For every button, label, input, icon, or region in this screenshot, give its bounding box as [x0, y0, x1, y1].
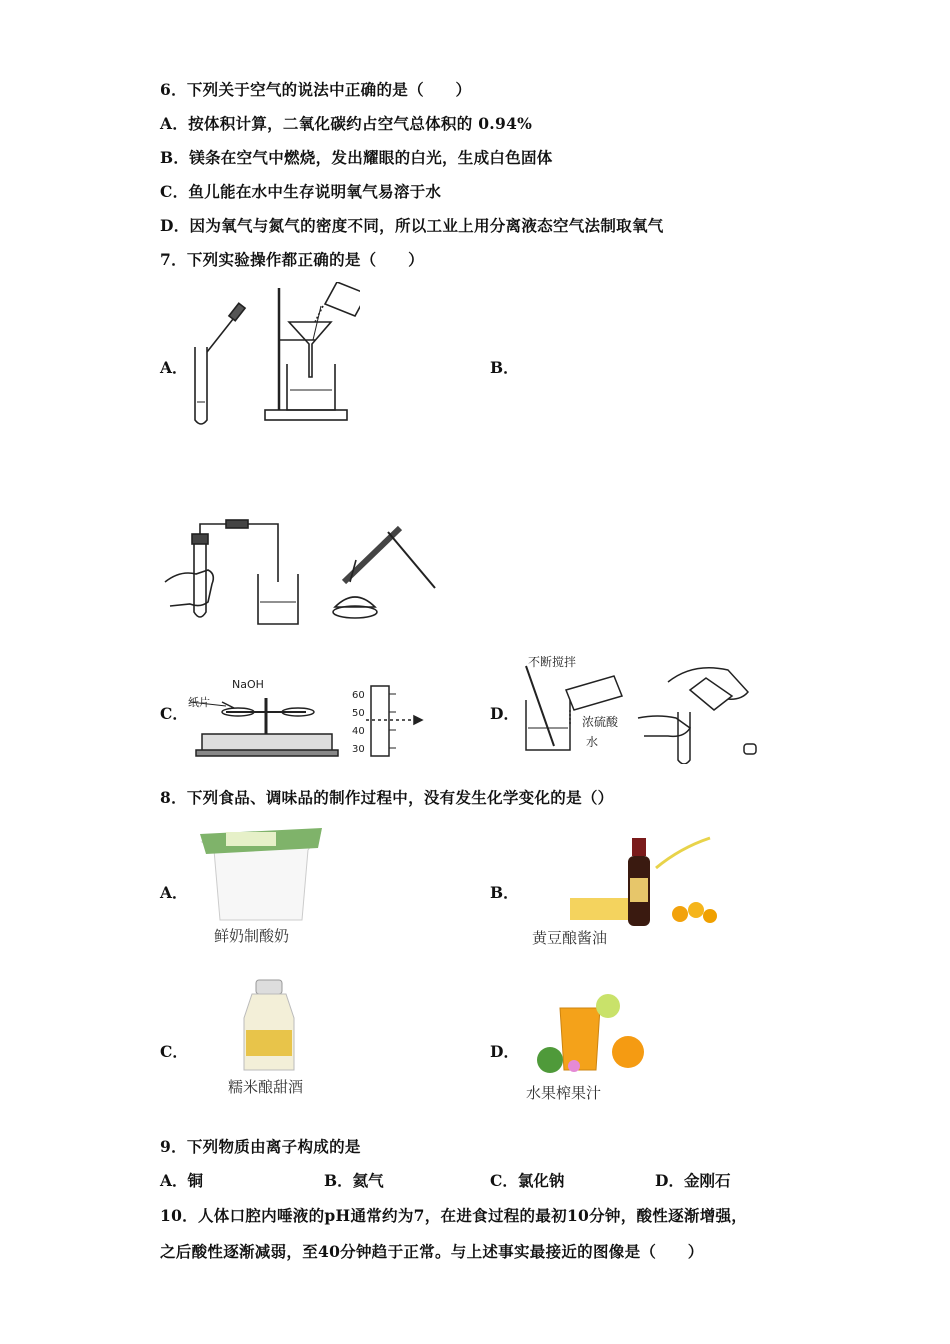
- q7-label-b: B．: [490, 358, 519, 377]
- q7-label-d: D．: [490, 704, 519, 723]
- q9-option-c: C．氯化钠: [490, 1171, 565, 1190]
- q6-option-c: C．鱼儿能在水中生存说明氧气易溶于水: [160, 182, 442, 201]
- caption-soy-sauce: 黄豆酿酱油: [532, 929, 608, 947]
- stir-label: 不断搅拌: [528, 655, 577, 669]
- q6-stem: 6．下列关于空气的说法中正确的是（ ）: [160, 80, 472, 99]
- water-label: 水: [586, 735, 599, 749]
- q7-label-c: C．: [160, 704, 188, 723]
- tick-60: 60: [352, 690, 365, 701]
- rice-wine-image: [238, 978, 300, 1076]
- naoh-label: NaOH: [232, 678, 264, 691]
- tick-40: 40: [352, 726, 365, 737]
- q10-line1: 10．人体口腔内唾液的pH通常约为7，在进食过程的最初10分钟，酸性逐渐增强，: [160, 1206, 748, 1225]
- q7-figure-c: [186, 672, 426, 764]
- q6-option-a: A．按体积计算，二氧化碳约占空气总体积的 0.94%: [160, 114, 533, 133]
- caption-yogurt: 鲜奶制酸奶: [214, 927, 290, 945]
- q8-label-b: B．: [490, 883, 519, 902]
- q8-stem: 8．下列食品、调味品的制作过程中，没有发生化学变化的是（）: [160, 788, 614, 807]
- q7-figure-b: [160, 512, 445, 627]
- q7-stem: 7．下列实验操作都正确的是（ ）: [160, 250, 424, 269]
- juice-image: [530, 990, 650, 1076]
- q9-option-b: B．氦气: [324, 1171, 384, 1190]
- paper-label: 纸片: [188, 696, 210, 709]
- tick-50: 50: [352, 708, 365, 719]
- q9-stem: 9．下列物质由离子构成的是: [160, 1137, 361, 1156]
- q10-line2: 之后酸性逐渐减弱，至40分钟趋于正常。与上述事实最接近的图像是（ ）: [160, 1242, 704, 1261]
- caption-rice-wine: 糯米酿甜酒: [228, 1078, 304, 1096]
- q6-option-d: D．因为氧气与氮气的密度不同，所以工业上用分离液态空气法制取氧气: [160, 216, 664, 235]
- q8-label-d: D．: [490, 1042, 519, 1061]
- q9-option-a: A．铜: [160, 1171, 204, 1190]
- soy-sauce-image: [560, 828, 720, 928]
- q7-figure-a: [185, 282, 360, 430]
- q7-figure-d: [518, 652, 768, 764]
- caption-juice: 水果榨果汁: [526, 1084, 602, 1102]
- q7-label-a: A．: [160, 358, 188, 377]
- q9-option-d: D．金刚石: [655, 1171, 731, 1190]
- q8-label-a: A．: [160, 883, 188, 902]
- yogurt-image: [196, 820, 326, 924]
- tick-30: 30: [352, 744, 365, 755]
- acid-label: 浓硫酸: [582, 715, 619, 729]
- q6-option-b: B．镁条在空气中燃烧，发出耀眼的白光，生成白色固体: [160, 148, 553, 167]
- q8-label-c: C．: [160, 1042, 188, 1061]
